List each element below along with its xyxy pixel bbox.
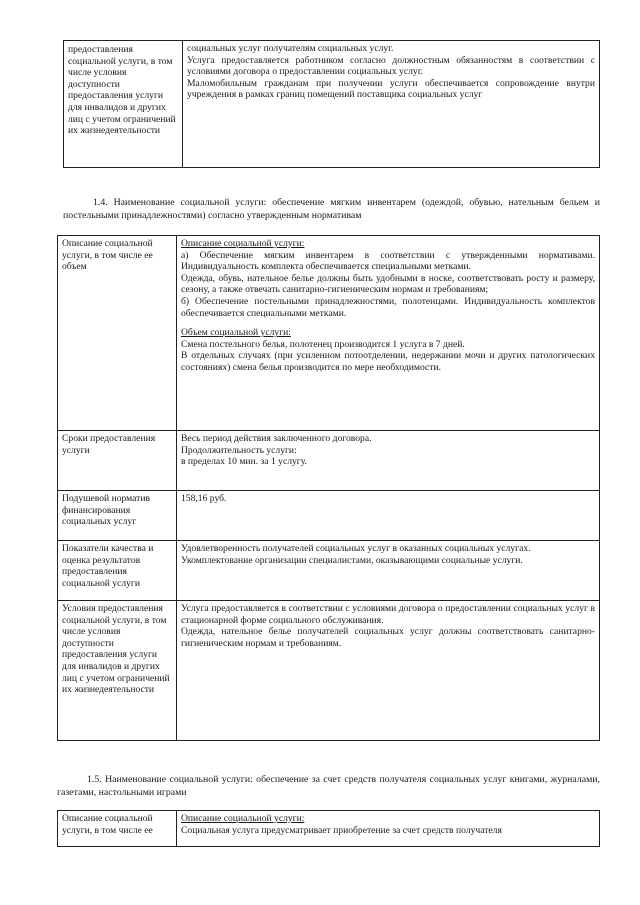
row-content: [177, 811, 600, 847]
row-content: [177, 541, 600, 601]
content-line: Смена постельного белья, полотенец производится 1 услуга в 7 дней.: [181, 338, 465, 350]
row-content: [177, 601, 600, 741]
row-label: Подушевой норматив финансирования социальных услуг: [58, 491, 177, 541]
row-label: Условия предоставления социальной услуги, в том числе условия доступности предоставления услуги для инвалидов и других лиц с учетом ограничений их жизнедеятельности: [58, 601, 177, 741]
content-line: В отдельных случаях (при усиленном потоотделении, недержании мочи и других патологических состояниях) смена белья производится по мере необходимости.: [181, 350, 595, 373]
row-content: [177, 236, 600, 431]
table-top-continuation: [63, 40, 600, 168]
description-title: Описание социальной услуги:: [181, 813, 305, 824]
content-line: б) Обеспечение постельными принадлежностями, полотенцами. Индивидуальность комплектов обеспечивается специальными метками.: [181, 295, 595, 319]
row-label: предоставления социальной услуги, в том числе условия доступности предоставления услуги для инвалидов и других лиц с учетом ограничений их жизнедеятельности: [64, 41, 183, 168]
content-line: Продолжительность услуги:: [181, 444, 297, 456]
row-content: [183, 41, 600, 168]
table-row: [58, 236, 600, 431]
table-row: [58, 811, 600, 847]
content-line: Одежда, обувь, нательное белье должны быть удобными в носке, соответствовать росту и размеру, сезону, а также отвечать санитарно-гигиеническим нормам и требованиям;: [181, 272, 595, 296]
content-line: Одежда, нательное белье получателей социальных услуг должны соответствовать санитарно-гигиеническим нормам и требованиям.: [181, 626, 595, 649]
table-row: [58, 431, 600, 491]
volume-title: Объем социальной услуги:: [181, 327, 291, 339]
table-row: [58, 601, 600, 741]
content-line: Весь период действия заключенного договора.: [181, 433, 372, 444]
content-line: социальных услуг получателям социальных услуг.: [187, 43, 394, 54]
description-title: Описание социальной услуги:: [181, 238, 305, 249]
section-heading-1-4: 1.4. Наименование социальной услуги: обеспечение мягким инвентарем (одеждой, обувью, нательным бельем и постельными принадлежностями) согласно утвержденным нормативам: [63, 197, 600, 221]
row-content: [177, 491, 600, 541]
content-line: в пределах 10 мин. за 1 услугу.: [181, 456, 307, 468]
content-line: Маломобильным гражданам при получении услуги обеспечивается сопровождение внутри учреждения в рамках границ помещений поставщика социальных услуг: [187, 77, 595, 101]
content-line: Услуга предоставляется в соответствии с условиями договора о предоставлении социальных услуг в стационарной форме социального обслуживания.: [181, 603, 595, 626]
norm-value: 158,16 руб.: [181, 493, 227, 504]
row-content: [177, 431, 600, 491]
row-label: Показатели качества и оценка результатов предоставления социальной услуги: [58, 541, 177, 601]
table-row: [58, 541, 600, 601]
content-line: Удовлетворенность получателей социальных услуг в оказанных социальных услугах.: [181, 543, 531, 554]
row-label: Сроки предоставления услуги: [58, 431, 177, 491]
content-line: Социальная услуга предусматривает приобретение за счет средств получателя: [181, 824, 502, 836]
table-section-1-4: [57, 235, 600, 741]
content-line: Укомплектование организации специалистами, оказывающими социальные услуги.: [181, 554, 523, 566]
row-label: Описание социальной услуги, в том числе ее объем: [58, 236, 177, 431]
table-row: [58, 491, 600, 541]
section-heading-1-5: 1.5. Наименование социальной услуги: обеспечение за счет средств получателя социальных услуг книгами, журналами, газетами, настольными играми: [57, 774, 600, 798]
table-section-1-5: [57, 810, 600, 847]
content-line: Услуга предоставляется работником согласно должностным обязанностям в соответствии с условиями договора о предоставлении социальных услуг.: [187, 54, 595, 78]
content-line: а) Обеспечение мягким инвентарем в соответствии с утвержденными нормативами. Индивидуальность комплекта обеспечивается специальными метками.: [181, 249, 595, 273]
table-row: [64, 41, 600, 168]
row-label: Описание социальной услуги, в том числе ее: [58, 811, 177, 847]
